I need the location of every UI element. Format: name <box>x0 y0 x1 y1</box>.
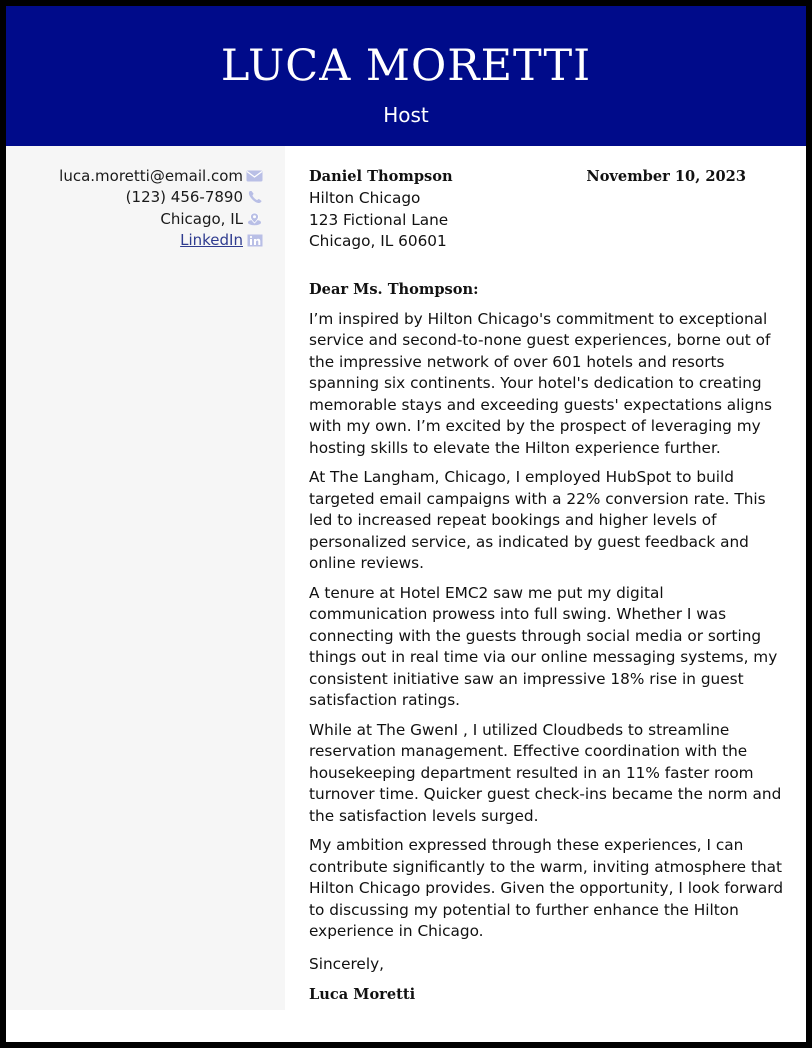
recipient-city: Chicago, IL 60601 <box>309 232 447 250</box>
contact-email[interactable] <box>59 165 263 187</box>
resume-page <box>6 6 806 1042</box>
candidate-name: LUCA MORETTI <box>220 41 592 91</box>
signature-name: Luca Moretti <box>309 986 416 1003</box>
recipient-header <box>309 166 746 188</box>
linkedin-link[interactable]: LinkedIn <box>180 231 243 249</box>
location-pin-icon <box>246 212 263 226</box>
recipient-name: Daniel Thompson <box>309 168 453 186</box>
closing-phrase: Sincerely, <box>309 954 385 973</box>
paragraph-intro: I’m inspired by Hilton Chicago's commitment to exceptional service and second-to-none guest experiences, borne out of the impressive network of over 601 hotels and resorts spanning six continents. Your hotel's dedication to creating memorable stays and exceeding guests' expectations aligns with my own. I’m excited by the prospect of leveraging my hosting skills to elevate the Hilton experience further. <box>309 309 773 457</box>
job-title: Host <box>383 103 429 127</box>
email-text[interactable]: luca.moretti@email.com <box>59 167 243 185</box>
contact-phone[interactable] <box>126 186 263 208</box>
contact-location <box>160 208 263 230</box>
contact-sidebar <box>6 146 285 1010</box>
linkedin-icon <box>246 233 263 247</box>
salutation: Dear Ms. Thompson: <box>309 280 479 298</box>
letter-date: November 10, 2023 <box>586 168 746 186</box>
letter-body <box>309 166 785 1006</box>
phone-icon <box>246 190 263 204</box>
envelope-icon <box>246 169 263 183</box>
location-text: Chicago, IL <box>160 210 243 228</box>
recipient-street: 123 Fictional Lane <box>309 210 449 229</box>
recipient-company: Hilton Chicago <box>309 189 421 207</box>
paragraph-closing: My ambition expressed through these experiences, I can contribute significantly to the warm, inviting atmosphere that Hilton Chicago provides. Given the opportunity, I look forward to discussing my potential to further enhance the Hilton experience in Chicago. <box>309 836 784 940</box>
contact-linkedin[interactable] <box>180 229 263 251</box>
header-banner <box>6 6 806 146</box>
paragraph-langham: At The Langham, Chicago, I employed HubSpot to build targeted email campaigns with a 22% conversion rate. This led to increased repeat bookings and higher levels of personalized service, as indicated by guest feedback and online reviews. <box>309 468 766 572</box>
paragraph-gwen: While at The GwenI , I utilized Cloudbeds to streamline reservation management. Effective coordination with the housekeeping department resulted in an 11% faster room turnover time. Quicker guest check-ins became the norm and the satisfaction levels surged. <box>309 720 782 825</box>
paragraph-emc2: A tenure at Hotel EMC2 saw me put my digital communication prowess into full swing. Whether I was connecting with the guests through social media or sorting things out in real time via our online messaging systems, my consistent initiative saw an impressive 18% rise in guest satisfaction ratings. <box>309 583 778 709</box>
phone-text[interactable]: (123) 456-7890 <box>125 188 243 206</box>
